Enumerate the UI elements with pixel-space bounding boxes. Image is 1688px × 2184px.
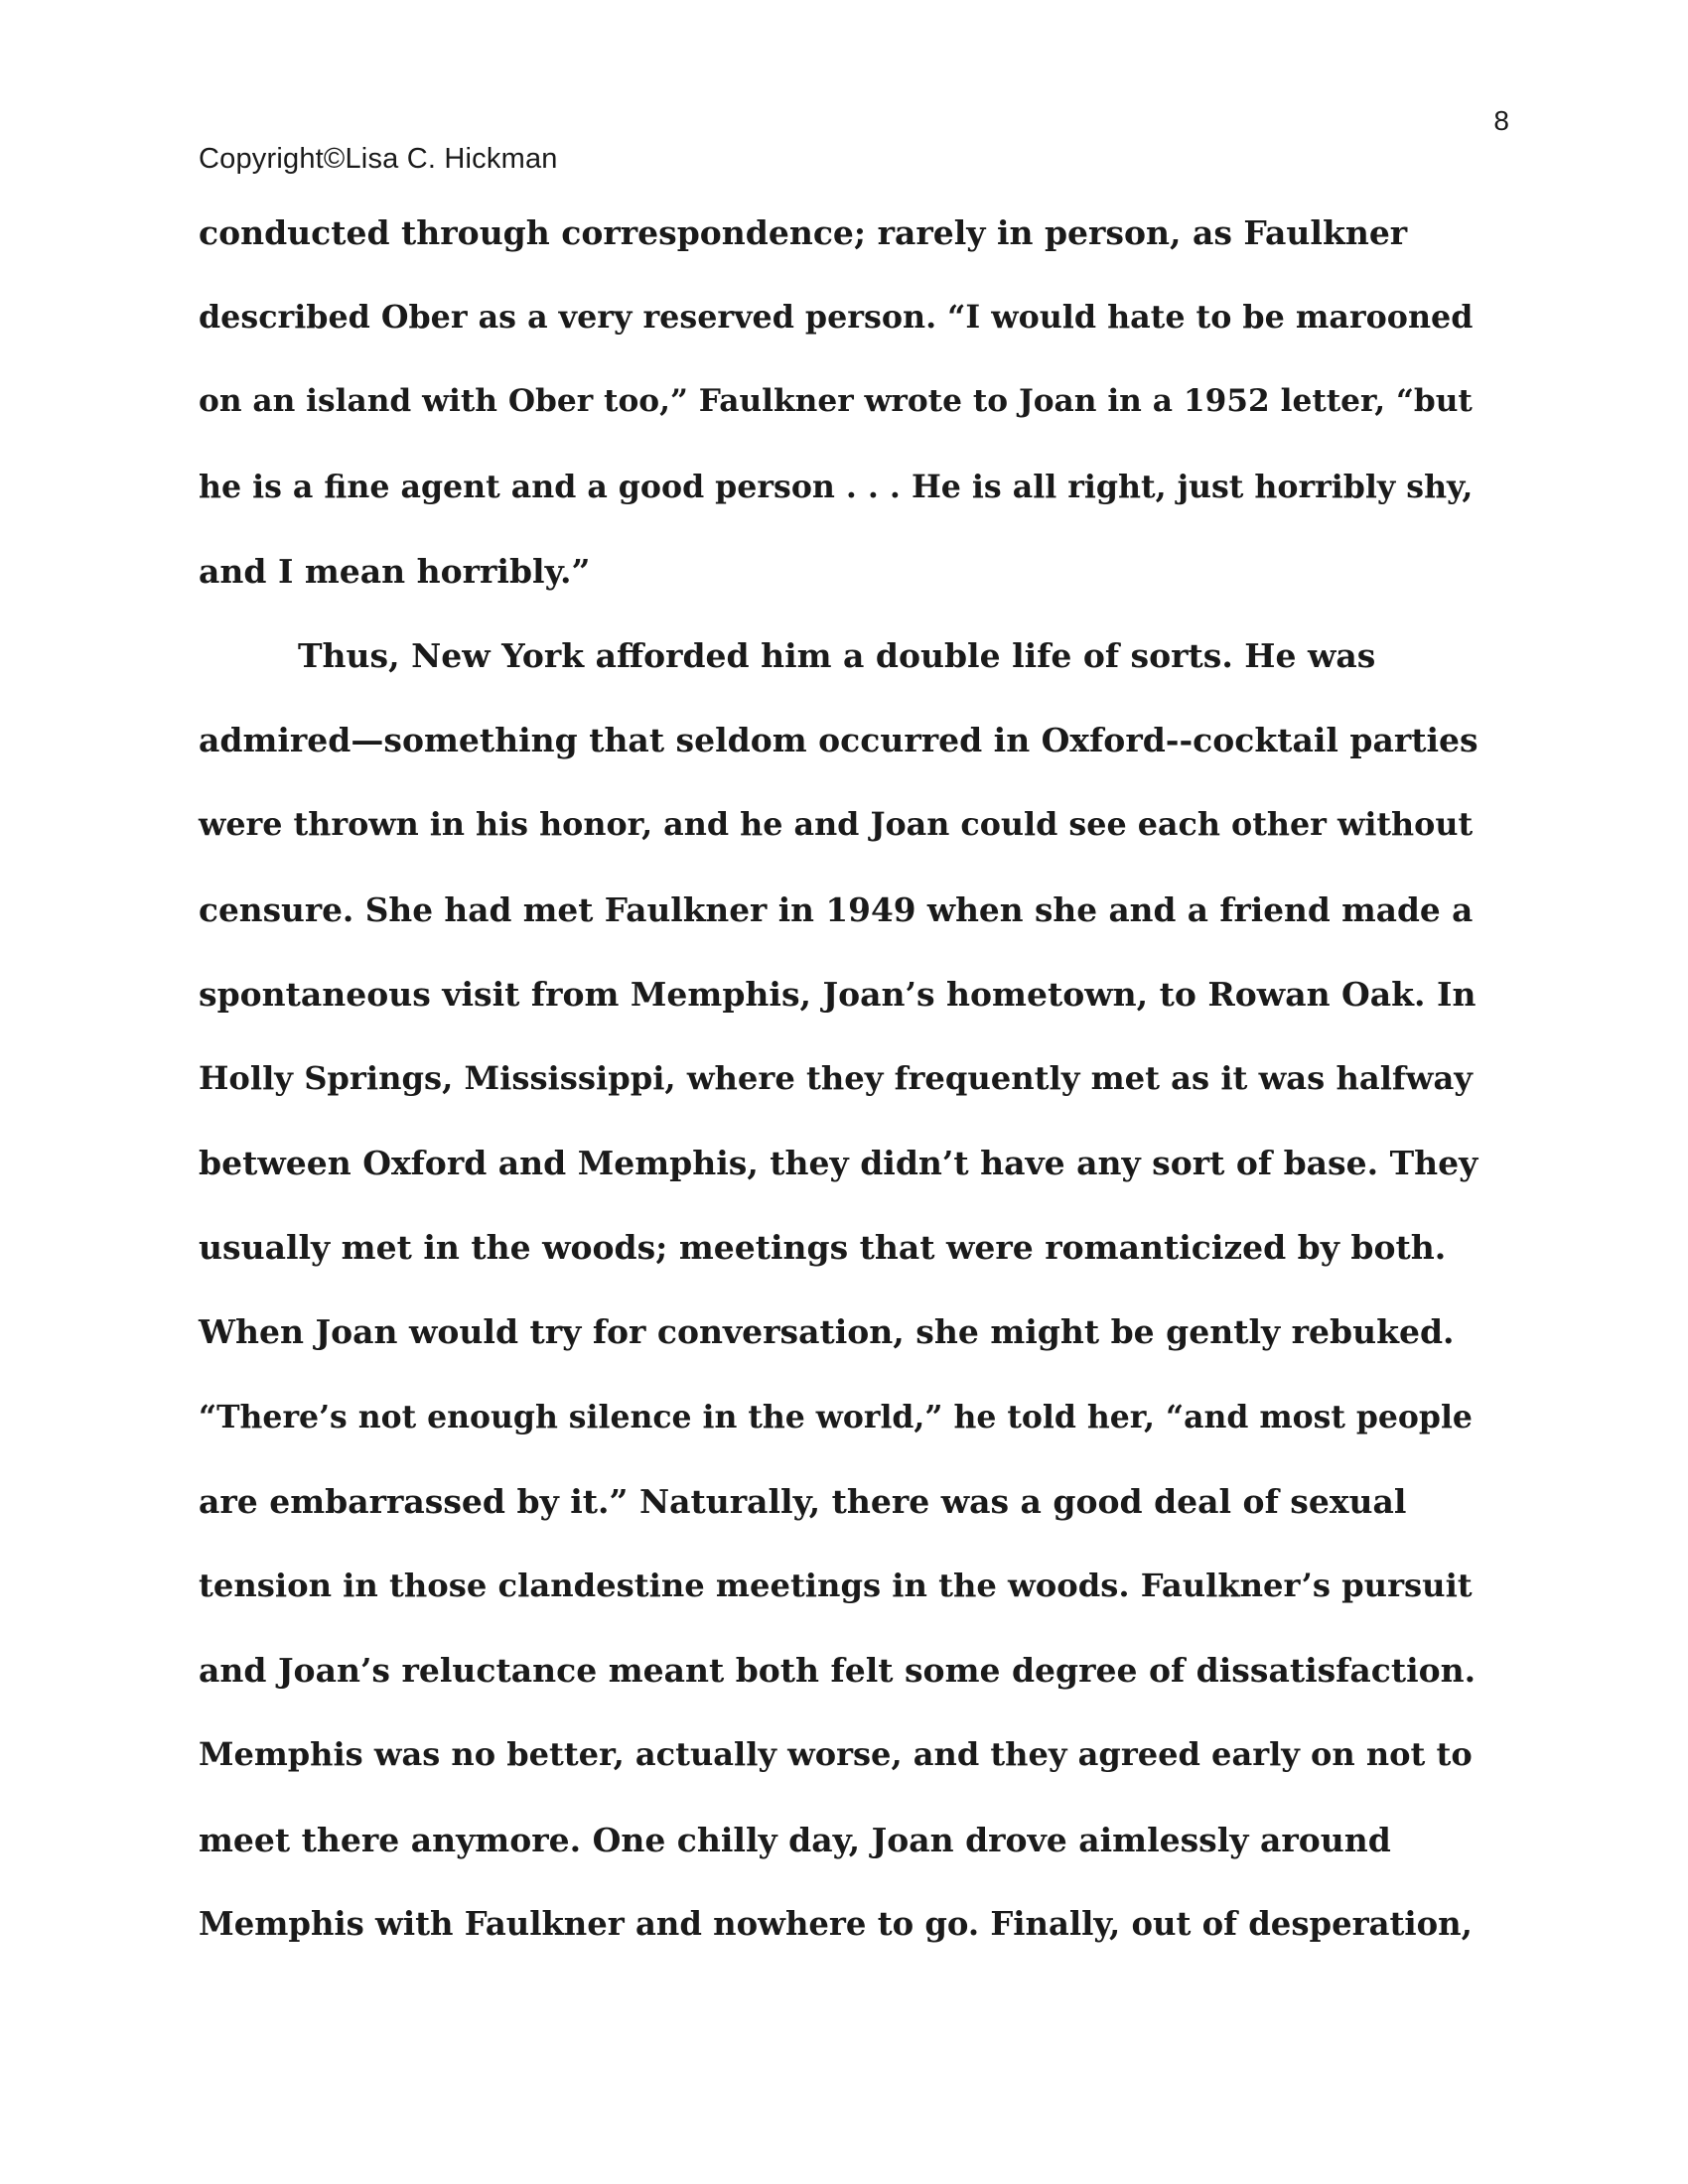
text-line: tension in those clandestine meetings in the woods. Faulkner’s pursuit bbox=[199, 1567, 1473, 1604]
text-line: meet there anymore. One chilly day, Joan drove aimlessly around bbox=[199, 1820, 1391, 1859]
text-line: described Ober as a very reserved person. “I would hate to be marooned bbox=[199, 299, 1474, 337]
text-line: between Oxford and Memphis, they didn’t have any sort of base. They bbox=[199, 1144, 1478, 1183]
copyright-header: Copyright©Lisa C. Hickman bbox=[199, 143, 558, 175]
text-line: spontaneous visit from Memphis, Joan’s hometown, to Rowan Oak. In bbox=[199, 974, 1477, 1014]
text-line: usually met in the woods; meetings that were romanticized by both. bbox=[199, 1228, 1447, 1268]
page-number: 8 bbox=[1493, 105, 1509, 136]
text-line: are embarrassed by it.” Naturally, there was a good deal of sexual bbox=[199, 1481, 1407, 1521]
text-line: Memphis was no better, actually worse, and they agreed early on not to bbox=[199, 1735, 1473, 1774]
text-line: he is a fine agent and a good person . . . He is all right, just horribly shy, bbox=[199, 468, 1474, 505]
text-line: Memphis with Faulkner and nowhere to go. Finally, out of desperation, bbox=[199, 1904, 1473, 1943]
text-line: and Joan’s reluctance meant both felt some degree of dissatisfaction. bbox=[199, 1651, 1477, 1691]
text-line: Holly Springs, Mississippi, where they frequently met as it was halfway bbox=[199, 1058, 1473, 1097]
text-line: Thus, New York afforded him a double life of sorts. He was bbox=[298, 635, 1376, 675]
text-line: censure. She had met Faulkner in 1949 when she and a friend made a bbox=[199, 889, 1474, 929]
text-line: “There’s not enough silence in the world,” he told her, “and most people bbox=[199, 1398, 1473, 1435]
text-line: conducted through correspondence; rarely in person, as Faulkner bbox=[199, 213, 1408, 252]
text-line: were thrown in his honor, and he and Joan could see each other without bbox=[199, 806, 1474, 844]
text-line: When Joan would try for conversation, she might be gently rebuked. bbox=[199, 1312, 1455, 1352]
text-line: on an island with Ober too,” Faulkner wrote to Joan in a 1952 letter, “but bbox=[199, 383, 1473, 420]
body-text bbox=[199, 191, 1479, 1967]
text-line: admired—something that seldom occurred in Oxford--cocktail parties bbox=[199, 721, 1478, 760]
text-line: and I mean horribly.” bbox=[199, 551, 591, 591]
